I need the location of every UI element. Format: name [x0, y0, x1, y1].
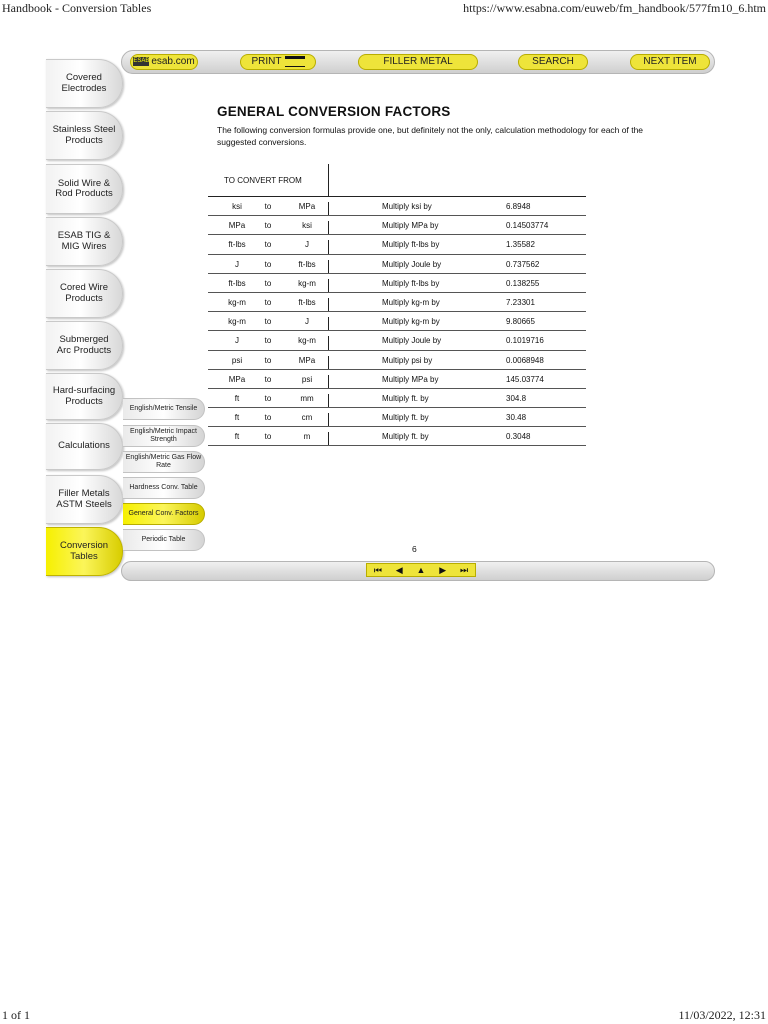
nav-item-label: ESAB TIG & MIG Wires — [57, 230, 111, 252]
nav-item-label: Covered Electrodes — [61, 72, 107, 94]
cell-to-unit: cm — [301, 413, 313, 423]
table-row — [208, 351, 586, 370]
cell-method: Multiply ft. by — [382, 413, 429, 423]
cell-factor: 0.0068948 — [506, 355, 544, 365]
cell-factor: 0.14503774 — [506, 221, 549, 231]
cell-from-unit: ksi — [232, 202, 242, 211]
page-navigation — [366, 563, 476, 577]
cell-method: Multiply MPa by — [382, 374, 439, 384]
cell-to-word: to — [264, 259, 272, 269]
subnav-item-tensile[interactable] — [123, 398, 205, 420]
print-footer-date: 11/03/2022, 12:31 — [678, 1008, 766, 1022]
column-divider — [328, 356, 329, 369]
cell-factor: 0.737562 — [506, 259, 540, 269]
printer-icon — [285, 56, 305, 67]
cell-method: Multiply MPa by — [382, 221, 439, 231]
cell-to-unit: ft-lbs — [298, 297, 316, 307]
search-button[interactable] — [518, 54, 588, 70]
cell-method: Multiply kg-m by — [382, 297, 440, 307]
column-divider — [328, 432, 329, 445]
cell-method: Multiply psi by — [382, 355, 433, 365]
table-row — [208, 312, 586, 331]
nav-item-stainless-steel[interactable] — [46, 111, 123, 160]
subnav-item-label: Periodic Table — [141, 536, 186, 543]
nav-item-calculations[interactable] — [46, 423, 123, 470]
nav-item-label: Hard-surfacing Products — [52, 385, 116, 407]
column-divider — [328, 298, 329, 311]
column-divider — [328, 413, 329, 426]
subnav-item-general-conv-factors[interactable] — [123, 503, 205, 525]
column-divider — [328, 375, 329, 388]
column-divider — [328, 260, 329, 273]
cell-to-unit: m — [303, 432, 311, 442]
nav-item-label: Cored Wire Products — [59, 282, 109, 304]
cell-to-unit: mm — [300, 393, 314, 403]
next-item-button[interactable] — [630, 54, 710, 70]
nav-item-solid-wire-rod[interactable] — [46, 164, 123, 214]
nav-item-label: Stainless Steel Products — [52, 124, 116, 146]
page-title: GENERAL CONVERSION FACTORS — [217, 104, 451, 119]
cell-to-unit: MPa — [298, 202, 316, 211]
cell-to-unit: kg-m — [298, 278, 316, 288]
esab-logo-icon: ESAB — [133, 57, 150, 64]
cell-to-word: to — [264, 221, 272, 231]
nav-item-tig-mig-wires[interactable] — [46, 217, 123, 266]
cell-method: Multiply ft. by — [382, 393, 429, 403]
cell-to-word: to — [264, 355, 272, 365]
previous-page-icon[interactable]: ◀ — [395, 565, 403, 575]
print-header-url: https://www.esabna.com/euweb/fm_handbook/577fm10_6.htm — [463, 1, 766, 15]
table-row — [208, 427, 586, 446]
cell-method: Multiply ft. by — [382, 432, 429, 442]
cell-from-unit: ft — [234, 393, 240, 403]
column-divider — [328, 221, 329, 234]
cell-factor: 145.03774 — [506, 374, 544, 384]
cell-from-unit: ft-lbs — [228, 278, 246, 288]
column-divider — [328, 279, 329, 292]
cell-to-word: to — [264, 393, 272, 403]
cell-factor: 6.8948 — [506, 202, 531, 211]
table-row — [208, 255, 586, 274]
column-divider — [328, 240, 329, 253]
cell-from-unit: J — [235, 336, 239, 346]
print-footer — [0, 1006, 768, 1024]
cell-to-word: to — [264, 413, 272, 423]
nav-item-submerged-arc[interactable] — [46, 321, 123, 370]
column-divider — [328, 317, 329, 330]
cell-from-unit: MPa — [228, 221, 246, 231]
page-number: 6 — [412, 544, 417, 554]
nav-item-label: Solid Wire & Rod Products — [55, 177, 113, 199]
next-item-label: NEXT ITEM — [643, 56, 697, 67]
cell-from-unit: ft — [234, 432, 240, 442]
cell-factor: 0.3048 — [506, 432, 531, 442]
print-button[interactable] — [240, 54, 316, 70]
table-row — [208, 293, 586, 312]
next-page-icon[interactable]: ▶ — [439, 565, 447, 575]
cell-to-unit: psi — [301, 374, 313, 384]
table-row — [208, 216, 586, 235]
cell-to-unit: J — [305, 317, 309, 327]
cell-to-word: to — [264, 317, 272, 327]
print-label: PRINT — [251, 56, 282, 67]
cell-from-unit: psi — [231, 355, 243, 365]
cell-from-unit: kg-m — [228, 297, 246, 307]
cell-factor: 0.1019716 — [506, 336, 544, 346]
nav-item-label: Filler Metals ASTM Steels — [56, 488, 112, 510]
cell-method: Multiply Joule by — [382, 336, 442, 346]
cell-to-unit: ft-lbs — [298, 259, 316, 269]
cell-to-word: to — [264, 336, 272, 346]
esab-link-label: esab.com — [151, 56, 195, 67]
nav-item-covered-electrodes[interactable] — [46, 59, 123, 108]
table-row — [208, 197, 586, 216]
nav-item-label: Conversion Tables — [59, 540, 109, 562]
cell-from-unit: MPa — [228, 374, 246, 384]
nav-item-label: Calculations — [58, 440, 110, 452]
subnav-item-hardness-conv[interactable] — [123, 477, 205, 499]
nav-item-filler-metals-astm[interactable] — [46, 475, 123, 524]
cell-method: Multiply ksi by — [382, 202, 432, 211]
cell-to-word: to — [264, 202, 272, 211]
cell-method: Multiply kg-m by — [382, 317, 440, 327]
cell-from-unit: ft-lbs — [228, 240, 246, 250]
table-header-label: TO CONVERT FROM — [224, 176, 302, 185]
cell-from-unit: J — [235, 259, 239, 269]
table-header — [208, 164, 586, 197]
subnav-item-periodic-table[interactable] — [123, 529, 205, 551]
header-divider — [328, 164, 329, 197]
search-label: SEARCH — [532, 56, 574, 67]
table-row — [208, 389, 586, 408]
table-row — [208, 370, 586, 389]
cell-to-unit: MPa — [298, 355, 316, 365]
table-row — [208, 408, 586, 427]
subnav-item-gas-flow-rate[interactable] — [123, 451, 205, 473]
table-row — [208, 274, 586, 293]
cell-to-word: to — [264, 240, 272, 250]
cell-factor: 1.35582 — [506, 240, 535, 250]
subnav-item-label: Hardness Conv. Table — [129, 484, 198, 491]
cell-factor: 9.80665 — [506, 317, 535, 327]
cell-to-unit: J — [305, 240, 309, 250]
column-divider — [328, 336, 329, 349]
column-divider — [328, 202, 329, 215]
nav-item-conversion-tables[interactable] — [46, 527, 123, 576]
filler-metal-button[interactable] — [358, 54, 478, 70]
subnav-item-label: General Conv. Factors — [128, 510, 199, 517]
cell-method: Multiply ft-lbs by — [382, 240, 440, 250]
top-toolbar — [121, 50, 715, 74]
filler-metal-label: FILLER METAL — [383, 56, 453, 67]
cell-to-word: to — [264, 374, 272, 384]
cell-method: Multiply Joule by — [382, 259, 442, 269]
cell-factor: 30.48 — [506, 413, 527, 423]
table-row — [208, 331, 586, 350]
cell-to-word: to — [264, 297, 272, 307]
cell-factor: 304.8 — [506, 393, 527, 403]
subnav-item-label: English/Metric Tensile — [129, 405, 198, 412]
conversion-table — [208, 164, 586, 446]
cell-factor: 0.138255 — [506, 278, 540, 288]
cell-to-unit: ksi — [302, 221, 312, 231]
intro-text: The following conversion formulas provide one, but definitely not the only, calculation methodology for each of the suggested conversions. — [217, 125, 644, 147]
table-row — [208, 235, 586, 254]
cell-factor: 7.23301 — [506, 297, 535, 307]
cell-method: Multiply ft-lbs by — [382, 278, 440, 288]
cell-from-unit: ft — [234, 413, 240, 423]
up-icon[interactable]: ▲ — [416, 565, 426, 575]
last-page-icon[interactable]: ⏭ — [459, 565, 469, 575]
subnav-item-label: English/Metric Impact Strength — [130, 428, 197, 443]
column-divider — [328, 394, 329, 407]
print-header — [0, 0, 768, 18]
nav-item-cored-wire[interactable] — [46, 269, 123, 318]
cell-to-unit: kg-m — [298, 336, 316, 346]
subnav-item-impact-strength[interactable] — [123, 425, 205, 447]
first-page-icon[interactable]: ⏮ — [373, 565, 382, 575]
nav-item-hard-surfacing[interactable] — [46, 373, 123, 420]
subnav-item-label: English/Metric Gas Flow Rate — [125, 454, 202, 469]
print-header-title: Handbook - Conversion Tables — [2, 1, 152, 15]
print-footer-pages: 1 of 1 — [2, 1008, 30, 1022]
cell-to-word: to — [264, 432, 272, 442]
cell-from-unit: kg-m — [228, 317, 246, 327]
nav-item-label: Submerged Arc Products — [56, 334, 112, 356]
cell-to-word: to — [264, 278, 272, 288]
esab-link-button[interactable] — [130, 54, 198, 70]
